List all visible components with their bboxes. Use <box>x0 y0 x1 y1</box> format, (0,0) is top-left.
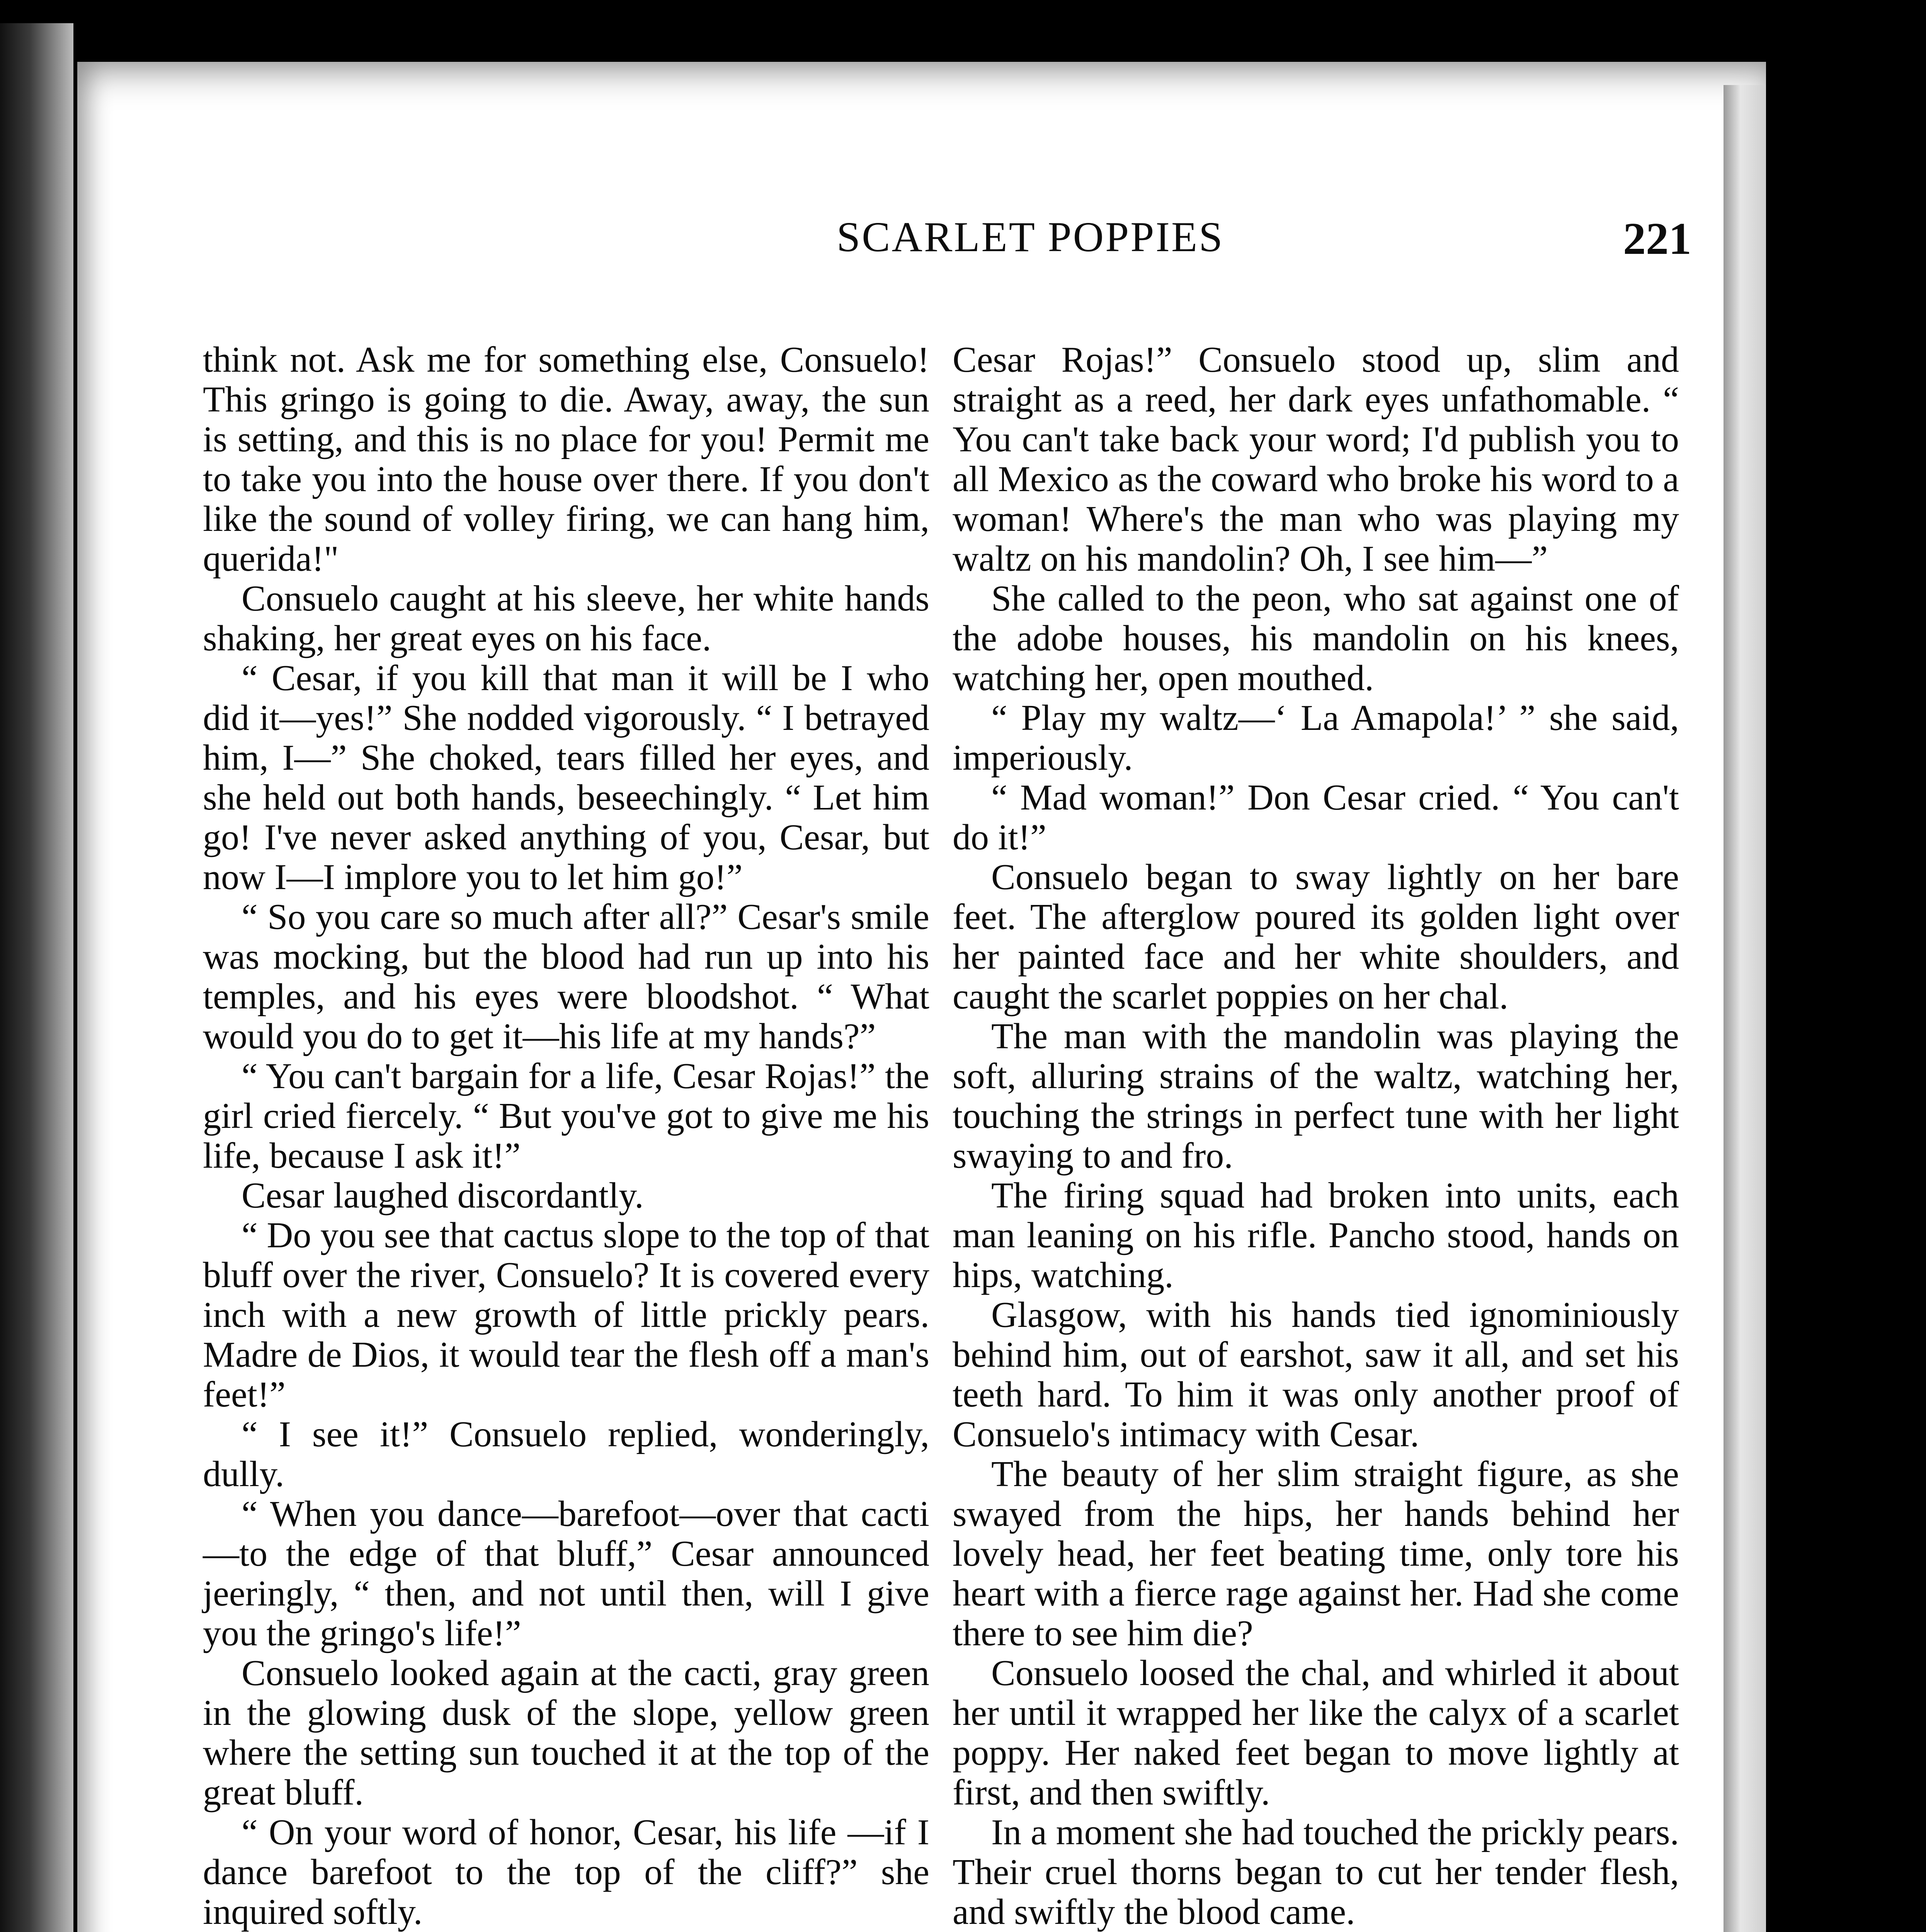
paragraph: In a moment she had touched the prickly pears. Their cruel thorns began to cut her tender flesh, and swiftly the blood came. <box>953 1812 1679 1932</box>
paragraph: Cesar Rojas!” Consuelo stood up, slim and straight as a reed, her dark eyes unfathomable. “ You can't take back your word; I'd publish you to all Mexico as the coward who broke his word to a woman! Where's the man who was playing my waltz on his mandolin? Oh, I see him—” <box>953 340 1679 579</box>
page-edge-shading <box>1724 85 1766 1932</box>
paragraph: The man with the mandolin was playing the soft, alluring strains of the waltz, watching her, touching the strings in perfect tune with her light swaying to and fro. <box>953 1016 1679 1176</box>
paragraph: “ When you dance—barefoot—over that cacti—to the edge of that bluff,” Cesar announced jeeringly, “ then, and not until then, will I give you the gringo's life!” <box>203 1494 929 1653</box>
paragraph: “ Do you see that cactus slope to the top of that bluff over the river, Consuelo? It is covered every inch with a new growth of little prickly pears. Madre de Dios, it would tear the flesh off a man's feet!” <box>203 1215 929 1415</box>
left-column <box>203 340 929 1932</box>
paragraph: Consuelo caught at his sleeve, her white hands shaking, her great eyes on his face. <box>203 578 929 658</box>
paragraph: “ Mad woman!” Don Cesar cried. “ You can't do it!” <box>953 777 1679 857</box>
paragraph: Consuelo looked again at the cacti, gray green in the glowing dusk of the slope, yellow green where the setting sun touched it at the top of the great bluff. <box>203 1653 929 1813</box>
paragraph: think not. Ask me for something else, Consuelo! This gringo is going to die. Away, away, the sun is setting, and this is no place for you! Permit me to take you into the house over there. If you don't like the sound of volley firing, we can hang him, querida!" <box>203 340 929 579</box>
paragraph: “ On your word of honor, Cesar, his life —if I dance barefoot to the top of the cliff?” she inquired softly. <box>203 1812 929 1932</box>
paragraph: “ So you care so much after all?” Cesar's smile was mocking, but the blood had run up into his temples, and his eyes were bloodshot. “ What would you do to get it—his life at my hands?” <box>203 897 929 1056</box>
paragraph: Consuelo loosed the chal, and whirled it about her until it wrapped her like the calyx of a scarlet poppy. Her naked feet began to move lightly at first, and then swiftly. <box>953 1653 1679 1813</box>
paragraph: The beauty of her slim straight figure, as she swayed from the hips, her hands behind her lovely head, her feet beating time, only tore his heart with a fierce rage against her. Had she come there to see him die? <box>953 1454 1679 1653</box>
facing-page-edge <box>0 23 73 1932</box>
page-header <box>77 213 1766 274</box>
paragraph: “ Play my waltz—‘ La Amapola!’ ” she said, imperiously. <box>953 698 1679 778</box>
paragraph: She called to the peon, who sat against one of the adobe houses, his mandolin on his knees, watching her, open mouthed. <box>953 578 1679 698</box>
paragraph: The firing squad had broken into units, each man leaning on his rifle. Pancho stood, hands on hips, watching. <box>953 1175 1679 1295</box>
book-page <box>77 62 1766 1932</box>
paragraph: “ Cesar, if you kill that man it will be I who did it—yes!” She nodded vigorously. “ I betrayed him, I—” She choked, tears filled her eyes, and she held out both hands, beseechingly. “ Let him go! I've never asked anything of you, Cesar, but now I—I implore you to let him go!” <box>203 658 929 897</box>
right-column <box>953 340 1679 1932</box>
paragraph: Glasgow, with his hands tied ignominiously behind him, out of earshot, saw it all, and set his teeth hard. To him it was only another proof of Consuelo's intimacy with Cesar. <box>953 1295 1679 1454</box>
paragraph: Cesar laughed discordantly. <box>242 1175 644 1216</box>
paragraph: Consuelo began to sway lightly on her bare feet. The afterglow poured its golden light over her painted face and her white shoulders, and caught the scarlet poppies on her chal. <box>953 857 1679 1017</box>
paragraph: “ I see it!” Consuelo replied, wonderingly, dully. <box>203 1414 929 1494</box>
paragraph: “ You can't bargain for a life, Cesar Rojas!” the girl cried fiercely. “ But you've got to give me his life, because I ask it!” <box>203 1056 929 1176</box>
running-head: SCARLET POPPIES <box>837 213 1224 260</box>
page-number: 221 <box>1623 213 1691 264</box>
